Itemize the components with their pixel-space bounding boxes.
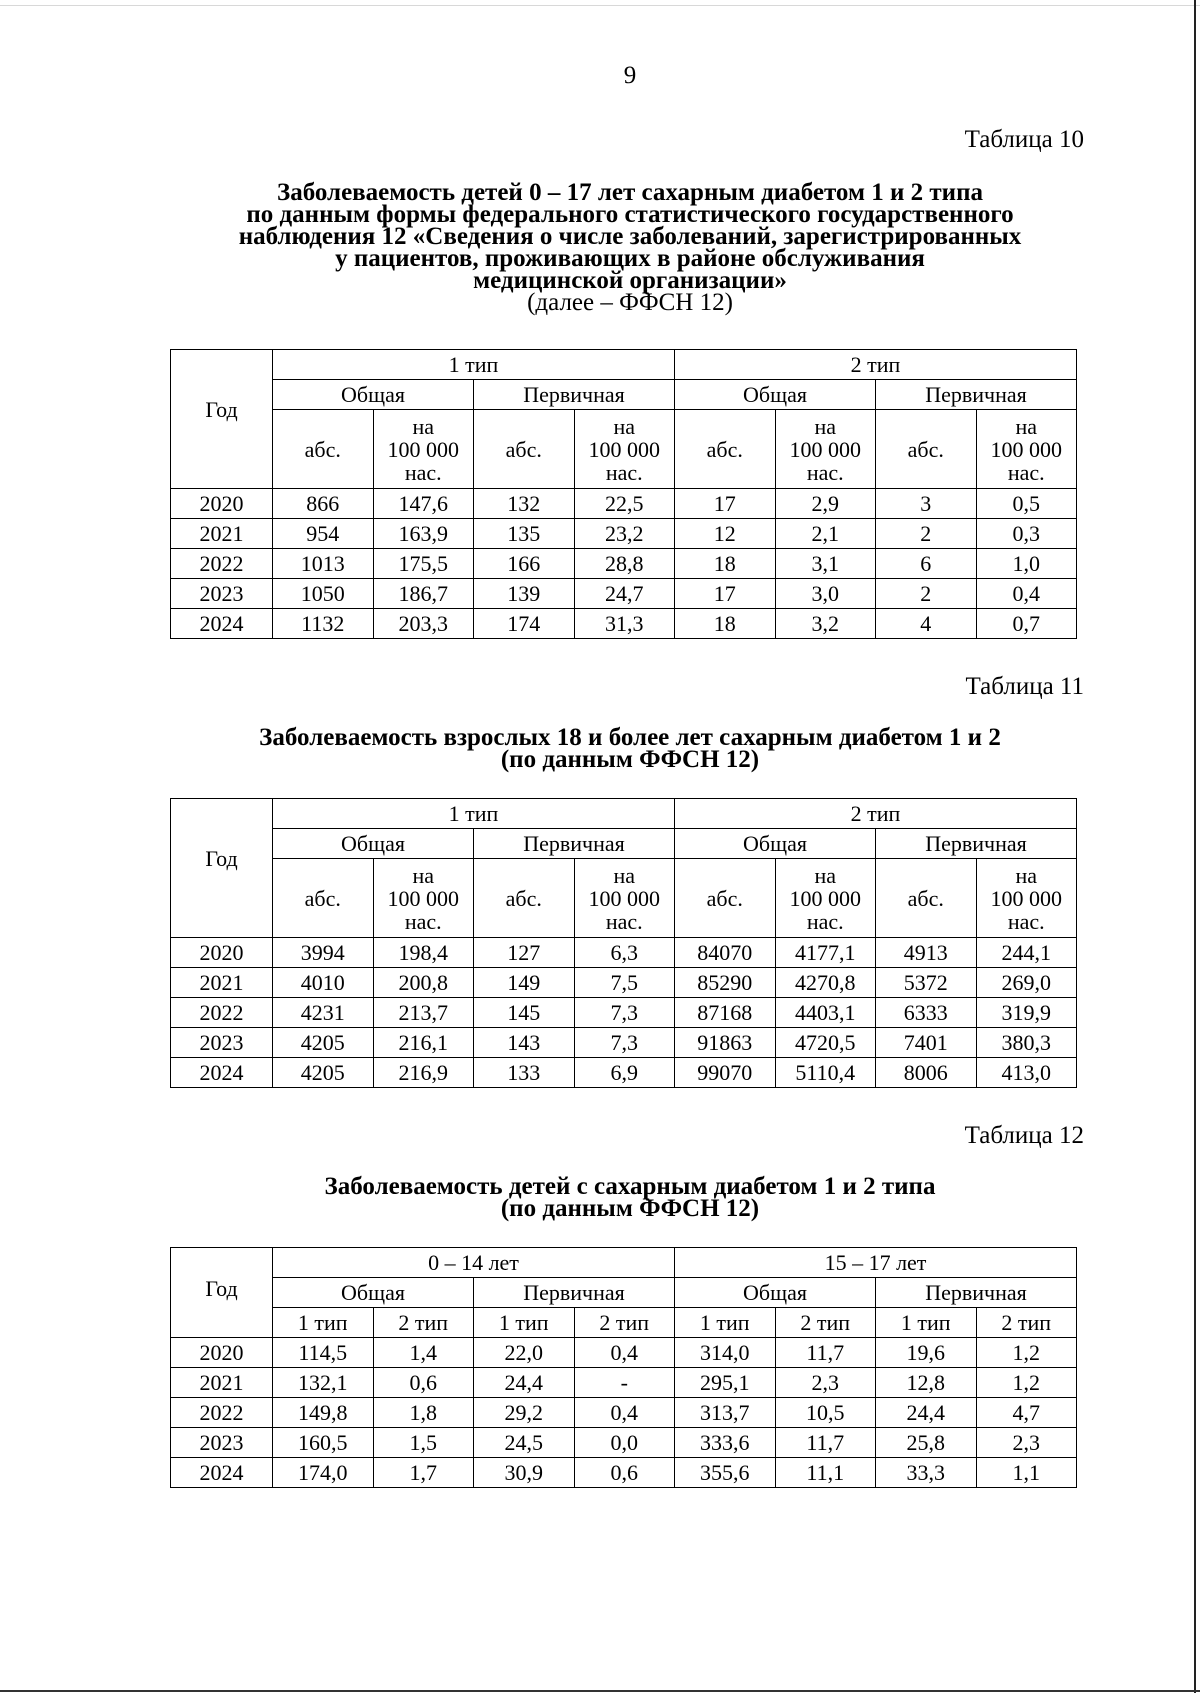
per-100k-header-line: нас. xyxy=(404,908,442,934)
total-header: Общая xyxy=(675,1278,876,1308)
value-cell: 1,2 xyxy=(976,1338,1077,1368)
value-cell: 160,5 xyxy=(273,1428,374,1458)
table-12-title xyxy=(128,1173,1132,1222)
value-cell: 11,7 xyxy=(775,1428,876,1458)
per-100k-header-line: на xyxy=(1015,862,1038,888)
year-cell: 2024 xyxy=(171,1058,273,1088)
value-cell: 954 xyxy=(273,519,374,549)
value-cell: 127 xyxy=(474,938,575,968)
value-cell: 24,5 xyxy=(474,1428,575,1458)
value-cell: 2,9 xyxy=(775,489,876,519)
age-15-17-header: 15 – 17 лет xyxy=(675,1248,1077,1278)
value-cell: 85290 xyxy=(675,968,776,998)
value-cell: 0,4 xyxy=(574,1338,675,1368)
value-cell: 3,2 xyxy=(775,609,876,639)
table-row xyxy=(171,1428,1077,1458)
value-cell: 4205 xyxy=(273,1058,374,1088)
table-10-title xyxy=(128,179,1132,316)
value-cell: 24,7 xyxy=(574,579,675,609)
table-10 xyxy=(170,349,1077,639)
value-cell: 1132 xyxy=(273,609,374,639)
value-cell: 6333 xyxy=(876,998,977,1028)
value-cell: 174,0 xyxy=(273,1458,374,1488)
value-cell: 380,3 xyxy=(976,1028,1077,1058)
per-100k-header-line: нас. xyxy=(1007,908,1045,934)
table-row xyxy=(171,1458,1077,1488)
year-cell: 2022 xyxy=(171,998,273,1028)
primary-header: Первичная xyxy=(876,829,1077,859)
value-cell: 17 xyxy=(675,579,776,609)
abs-header: абс. xyxy=(273,859,374,938)
per-100k-header-line: на xyxy=(814,862,837,888)
year-header: Год xyxy=(171,1248,273,1338)
value-cell: 133 xyxy=(474,1058,575,1088)
per-100k-header-line: на xyxy=(814,413,837,439)
value-cell: 147,6 xyxy=(373,489,474,519)
value-cell: 269,0 xyxy=(976,968,1077,998)
value-cell: 1,5 xyxy=(373,1428,474,1458)
value-cell: 4,7 xyxy=(976,1398,1077,1428)
table-10-label: Таблица 10 xyxy=(964,126,1084,153)
table-row xyxy=(171,1398,1077,1428)
value-cell: 114,5 xyxy=(273,1338,374,1368)
table-12 xyxy=(170,1247,1077,1488)
per-100k-header-line: на xyxy=(412,413,435,439)
value-cell: 4720,5 xyxy=(775,1028,876,1058)
value-cell: 0,7 xyxy=(976,609,1077,639)
table-row xyxy=(171,1028,1077,1058)
table-11-title xyxy=(128,724,1132,773)
value-cell: 139 xyxy=(474,579,575,609)
type1-header: 1 тип xyxy=(273,350,675,380)
abs-header: абс. xyxy=(273,410,374,489)
value-cell: 3,1 xyxy=(775,549,876,579)
value-cell: 0,4 xyxy=(574,1398,675,1428)
value-cell: 11,7 xyxy=(775,1338,876,1368)
table-row xyxy=(171,1058,1077,1088)
value-cell: 31,3 xyxy=(574,609,675,639)
value-cell: 10,5 xyxy=(775,1398,876,1428)
value-cell: 24,4 xyxy=(474,1368,575,1398)
scan-edge-bottom xyxy=(0,1690,1200,1692)
value-cell: 23,2 xyxy=(574,519,675,549)
value-cell: 4231 xyxy=(273,998,374,1028)
year-cell: 2021 xyxy=(171,968,273,998)
per-100k-header-line: нас. xyxy=(1007,459,1045,485)
value-cell: 333,6 xyxy=(675,1428,776,1458)
per-100k-header-line: на xyxy=(613,413,636,439)
value-cell: 2,1 xyxy=(775,519,876,549)
value-cell: 6 xyxy=(876,549,977,579)
per-100k-header-line: нас. xyxy=(605,459,643,485)
abs-header: абс. xyxy=(474,859,575,938)
table-row xyxy=(171,1368,1077,1398)
value-cell: 174 xyxy=(474,609,575,639)
value-cell: 29,2 xyxy=(474,1398,575,1428)
title-line: (по данным ФФСН 12) xyxy=(500,746,760,773)
value-cell: 11,1 xyxy=(775,1458,876,1488)
year-cell: 2020 xyxy=(171,489,273,519)
value-cell: 4403,1 xyxy=(775,998,876,1028)
value-cell: 149,8 xyxy=(273,1398,374,1428)
table-11 xyxy=(170,798,1077,1088)
value-cell: 0,6 xyxy=(574,1458,675,1488)
value-cell: 149 xyxy=(474,968,575,998)
per-100k-header-line: 100 000 xyxy=(387,436,459,462)
abs-header: абс. xyxy=(675,410,776,489)
value-cell: 0,6 xyxy=(373,1368,474,1398)
value-cell: 163,9 xyxy=(373,519,474,549)
title-line: медицинской организации» xyxy=(473,267,787,294)
value-cell: 8006 xyxy=(876,1058,977,1088)
value-cell: 198,4 xyxy=(373,938,474,968)
value-cell: 203,3 xyxy=(373,609,474,639)
table-row xyxy=(171,609,1077,639)
value-cell: 216,1 xyxy=(373,1028,474,1058)
type1-subheader: 1 тип xyxy=(273,1308,374,1338)
value-cell: 99070 xyxy=(675,1058,776,1088)
value-cell: 91863 xyxy=(675,1028,776,1058)
value-cell: 5372 xyxy=(876,968,977,998)
value-cell: 5110,4 xyxy=(775,1058,876,1088)
value-cell: 186,7 xyxy=(373,579,474,609)
value-cell: 4177,1 xyxy=(775,938,876,968)
value-cell: 4 xyxy=(876,609,977,639)
value-cell: 3,0 xyxy=(775,579,876,609)
table-row xyxy=(171,519,1077,549)
value-cell: 1050 xyxy=(273,579,374,609)
value-cell: 132 xyxy=(474,489,575,519)
type2-subheader: 2 тип xyxy=(976,1308,1077,1338)
primary-header: Первичная xyxy=(876,1278,1077,1308)
year-cell: 2022 xyxy=(171,549,273,579)
value-cell: 135 xyxy=(474,519,575,549)
per-100k-header-line: на xyxy=(1015,413,1038,439)
value-cell: 24,4 xyxy=(876,1398,977,1428)
year-cell: 2021 xyxy=(171,519,273,549)
per-100k-header-line: 100 000 xyxy=(789,885,861,911)
value-cell: 19,6 xyxy=(876,1338,977,1368)
type2-header: 2 тип xyxy=(675,350,1077,380)
value-cell: 313,7 xyxy=(675,1398,776,1428)
type1-subheader: 1 тип xyxy=(675,1308,776,1338)
table-12-label: Таблица 12 xyxy=(964,1122,1084,1149)
table-row xyxy=(171,1338,1077,1368)
per-100k-header xyxy=(574,859,675,938)
value-cell: 6,3 xyxy=(574,938,675,968)
value-cell: 4270,8 xyxy=(775,968,876,998)
type1-subheader: 1 тип xyxy=(474,1308,575,1338)
title-line: Заболеваемость детей с сахарным диабетом 1 и 2 типа xyxy=(324,1173,936,1200)
value-cell: 4010 xyxy=(273,968,374,998)
type1-subheader: 1 тип xyxy=(876,1308,977,1338)
value-cell: 413,0 xyxy=(976,1058,1077,1088)
value-cell: 166 xyxy=(474,549,575,579)
value-cell: 1,4 xyxy=(373,1338,474,1368)
title-line: Заболеваемость детей 0 – 17 лет сахарным диабетом 1 и 2 типа xyxy=(277,179,983,206)
value-cell: 6,9 xyxy=(574,1058,675,1088)
year-header: Год xyxy=(171,799,273,938)
abs-header: абс. xyxy=(675,859,776,938)
per-100k-header-line: 100 000 xyxy=(387,885,459,911)
year-cell: 2023 xyxy=(171,1028,273,1058)
value-cell: 314,0 xyxy=(675,1338,776,1368)
primary-header: Первичная xyxy=(474,380,675,410)
value-cell: 33,3 xyxy=(876,1458,977,1488)
year-cell: 2023 xyxy=(171,1428,273,1458)
title-line: у пациентов, проживающих в районе обслуживания xyxy=(335,245,925,272)
value-cell: 12,8 xyxy=(876,1368,977,1398)
per-100k-header-line: нас. xyxy=(806,459,844,485)
table-row xyxy=(171,579,1077,609)
scan-edge-top xyxy=(0,5,1200,6)
value-cell: 0,0 xyxy=(574,1428,675,1458)
title-line: по данным формы федерального статистического государственного xyxy=(246,201,1014,228)
per-100k-header xyxy=(373,410,474,489)
value-cell: 2,3 xyxy=(976,1428,1077,1458)
per-100k-header-line: 100 000 xyxy=(789,436,861,462)
value-cell: 295,1 xyxy=(675,1368,776,1398)
per-100k-header xyxy=(976,410,1077,489)
value-cell: 355,6 xyxy=(675,1458,776,1488)
value-cell: 244,1 xyxy=(976,938,1077,968)
value-cell: 145 xyxy=(474,998,575,1028)
value-cell: 12 xyxy=(675,519,776,549)
value-cell: 28,8 xyxy=(574,549,675,579)
abs-header: абс. xyxy=(474,410,575,489)
value-cell: 3 xyxy=(876,489,977,519)
value-cell: - xyxy=(574,1368,675,1398)
value-cell: 7,3 xyxy=(574,998,675,1028)
per-100k-header xyxy=(373,859,474,938)
year-cell: 2023 xyxy=(171,579,273,609)
year-cell: 2020 xyxy=(171,1338,273,1368)
year-cell: 2024 xyxy=(171,609,273,639)
value-cell: 866 xyxy=(273,489,374,519)
value-cell: 2 xyxy=(876,519,977,549)
per-100k-header-line: 100 000 xyxy=(990,885,1062,911)
type2-header: 2 тип xyxy=(675,799,1077,829)
primary-header: Первичная xyxy=(474,1278,675,1308)
total-header: Общая xyxy=(273,380,474,410)
value-cell: 213,7 xyxy=(373,998,474,1028)
value-cell: 132,1 xyxy=(273,1368,374,1398)
value-cell: 0,5 xyxy=(976,489,1077,519)
value-cell: 87168 xyxy=(675,998,776,1028)
total-header: Общая xyxy=(675,829,876,859)
table-row xyxy=(171,998,1077,1028)
title-line: (по данным ФФСН 12) xyxy=(500,1195,760,1222)
total-header: Общая xyxy=(675,380,876,410)
per-100k-header-line: на xyxy=(613,862,636,888)
value-cell: 1,0 xyxy=(976,549,1077,579)
value-cell: 0,3 xyxy=(976,519,1077,549)
value-cell: 0,4 xyxy=(976,579,1077,609)
table-row xyxy=(171,489,1077,519)
value-cell: 18 xyxy=(675,549,776,579)
value-cell: 84070 xyxy=(675,938,776,968)
value-cell: 4205 xyxy=(273,1028,374,1058)
value-cell: 4913 xyxy=(876,938,977,968)
per-100k-header xyxy=(976,859,1077,938)
value-cell: 1,1 xyxy=(976,1458,1077,1488)
year-header: Год xyxy=(171,350,273,489)
per-100k-header-line: нас. xyxy=(404,459,442,485)
title-line: Заболеваемость взрослых 18 и более лет сахарным диабетом 1 и 2 xyxy=(259,724,1001,751)
value-cell: 2,3 xyxy=(775,1368,876,1398)
primary-header: Первичная xyxy=(876,380,1077,410)
value-cell: 7,3 xyxy=(574,1028,675,1058)
value-cell: 1,8 xyxy=(373,1398,474,1428)
per-100k-header xyxy=(775,410,876,489)
table-row xyxy=(171,549,1077,579)
total-header: Общая xyxy=(273,829,474,859)
value-cell: 3994 xyxy=(273,938,374,968)
year-cell: 2022 xyxy=(171,1398,273,1428)
value-cell: 175,5 xyxy=(373,549,474,579)
per-100k-header xyxy=(574,410,675,489)
title-line: наблюдения 12 «Сведения о числе заболеваний, зарегистрированных xyxy=(238,223,1022,250)
value-cell: 17 xyxy=(675,489,776,519)
per-100k-header xyxy=(775,859,876,938)
value-cell: 319,9 xyxy=(976,998,1077,1028)
abs-header: абс. xyxy=(876,410,977,489)
age-0-14-header: 0 – 14 лет xyxy=(273,1248,675,1278)
value-cell: 200,8 xyxy=(373,968,474,998)
abs-header: абс. xyxy=(876,859,977,938)
primary-header: Первичная xyxy=(474,829,675,859)
table-10-subtitle: (далее – ФФСН 12) xyxy=(527,289,733,316)
value-cell: 1,2 xyxy=(976,1368,1077,1398)
per-100k-header-line: 100 000 xyxy=(990,436,1062,462)
value-cell: 216,9 xyxy=(373,1058,474,1088)
total-header: Общая xyxy=(273,1278,474,1308)
value-cell: 25,8 xyxy=(876,1428,977,1458)
type2-subheader: 2 тип xyxy=(775,1308,876,1338)
table-11-label: Таблица 11 xyxy=(965,673,1084,700)
per-100k-header-line: нас. xyxy=(806,908,844,934)
table-row xyxy=(171,938,1077,968)
value-cell: 1013 xyxy=(273,549,374,579)
per-100k-header-line: на xyxy=(412,862,435,888)
table-row xyxy=(171,968,1077,998)
type1-header: 1 тип xyxy=(273,799,675,829)
per-100k-header-line: 100 000 xyxy=(588,885,660,911)
value-cell: 30,9 xyxy=(474,1458,575,1488)
type2-subheader: 2 тип xyxy=(574,1308,675,1338)
value-cell: 18 xyxy=(675,609,776,639)
per-100k-header-line: 100 000 xyxy=(588,436,660,462)
value-cell: 2 xyxy=(876,579,977,609)
value-cell: 22,0 xyxy=(474,1338,575,1368)
type2-subheader: 2 тип xyxy=(373,1308,474,1338)
value-cell: 7,5 xyxy=(574,968,675,998)
value-cell: 1,7 xyxy=(373,1458,474,1488)
value-cell: 7401 xyxy=(876,1028,977,1058)
scan-edge-right xyxy=(1194,0,1196,1693)
year-cell: 2020 xyxy=(171,938,273,968)
year-cell: 2024 xyxy=(171,1458,273,1488)
page-number: 9 xyxy=(623,62,637,89)
value-cell: 22,5 xyxy=(574,489,675,519)
value-cell: 143 xyxy=(474,1028,575,1058)
per-100k-header-line: нас. xyxy=(605,908,643,934)
year-cell: 2021 xyxy=(171,1368,273,1398)
